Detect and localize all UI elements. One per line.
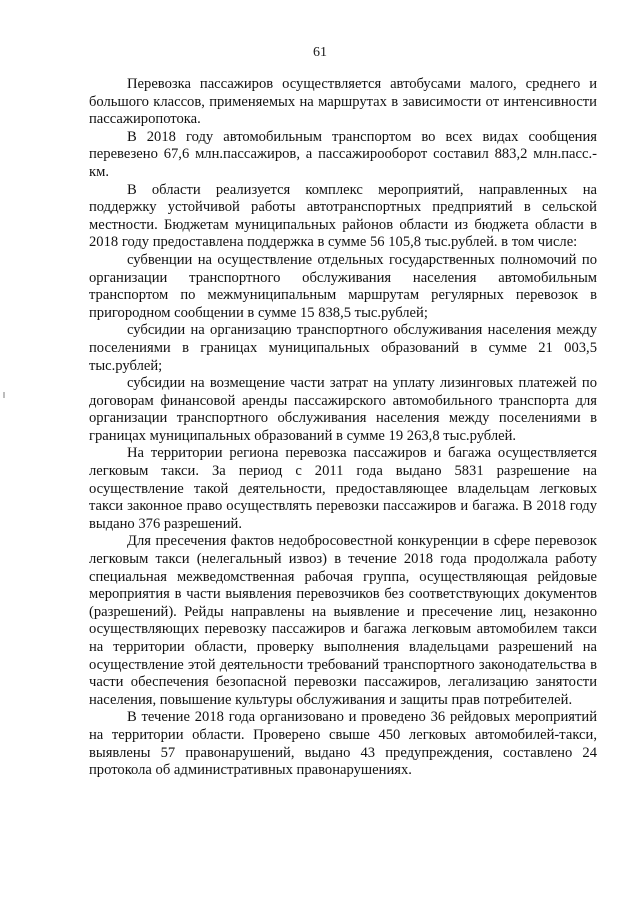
- paragraph-support-measures: В области реализуется комплекс мероприятий, направленных на поддержку устойчивой работы автотранспортных предприятий в сельской местности. Бюджетам муниципальных районов области из бюджета области в 2018 году предоставлена поддержка в сумме 56 105,8 тыс.рублей. в том числе:: [89, 181, 597, 251]
- paragraph-illegal-taxi: Для пресечения фактов недобросовестной конкуренции в сфере перевозок легковым такси (нелегальный извоз) в течение 2018 года продолжала работу специальная межведомственная рабочая группа, осуществляющая рейдовые мероприятия в части выявления перевозчиков без соответствующих документов (разрешений). Рейды направлены на выявление и пресечение лиц, незаконно осуществляющих перевозку пассажиров и багажа легковым автомобилем такси на территории области, проверку выполнения владельцами разрешений на осуществление этой деятельности требований транспортного законодательства в части обеспечения безопасной перевозки пассажиров, легализацию занятости населения, повышение культуры обслуживания и защиты прав потребителей.: [89, 533, 597, 708]
- paragraph-subventions: субвенции на осуществление отдельных государственных полномочий по организации транспортного обслуживания населения автомобильным транспортом по межмуниципальным маршрутам регулярных перевозок в пригородном сообщении в сумме 15 838,5 тыс.рублей;: [89, 251, 597, 321]
- body-text: [89, 76, 597, 780]
- scan-artifact: [3, 392, 5, 398]
- paragraph-raids-results: В течение 2018 года организовано и проведено 36 рейдовых мероприятий на территории области. Проверено свыше 450 легковых автомобилей-такси, выявлены 57 правонарушений, выдано 43 предупреждения, составлено 24 протокола об административных правонарушениях.: [89, 709, 597, 779]
- paragraph-taxi-permits: На территории региона перевозка пассажиров и багажа осуществляется легковым такси. За период с 2011 года выдано 5831 разрешение на осуществление такой деятельности, предоставляющее владельцам легковых такси законное право осуществлять перевозки пассажиров и багажа. В 2018 году выдано 376 разрешений.: [89, 445, 597, 532]
- paragraph-subsidies-organization: субсидии на организацию транспортного обслуживания населения между поселениями в границах муниципальных образований в сумме 21 003,5 тыс.рублей;: [89, 322, 597, 374]
- paragraph-bus-transport: Перевозка пассажиров осуществляется автобусами малого, среднего и большого классов, применяемых на маршрутах в зависимости от интенсивности пассажиропотока.: [89, 76, 597, 128]
- paragraph-subsidies-leasing: субсидии на возмещение части затрат на уплату лизинговых платежей по договорам финансовой аренды пассажирского автомобильного транспорта для организации транспортного обслуживания населения между поселениями в границах муниципальных образований в сумме 19 263,8 тыс.рублей.: [89, 375, 597, 444]
- page-number: 61: [313, 45, 327, 60]
- paragraph-2018-passengers: В 2018 году автомобильным транспортом во всех видах сообщения перевезено 67,6 млн.пассажиров, а пассажирооборот составил 883,2 млн.пасс.-км.: [89, 128, 597, 180]
